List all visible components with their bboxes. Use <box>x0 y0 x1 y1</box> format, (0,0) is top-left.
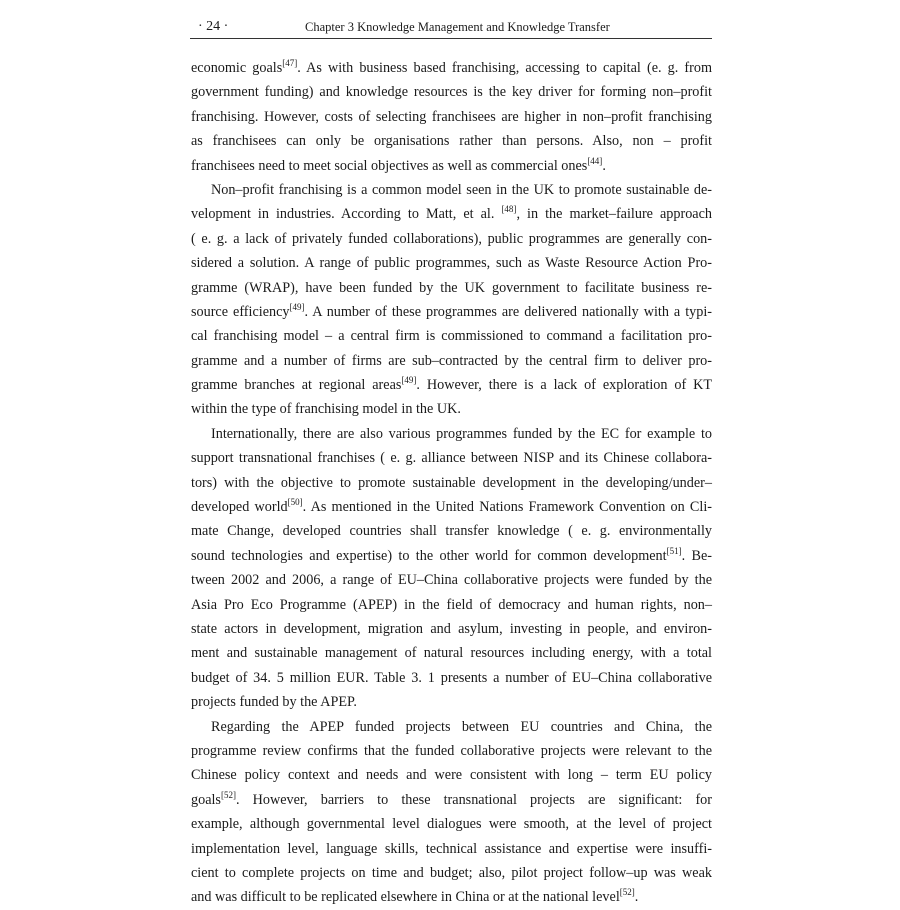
text-line: within the type of franchising model in the UK. <box>191 401 461 418</box>
text-line: source efficiency[49]. A number of these programmes are delivered nationally with a typi- <box>191 301 712 320</box>
text-line: Non–profit franchising is a common model seen in the UK to promote sustainable de- <box>211 181 712 198</box>
text-line: Chinese policy context and needs and were consistent with long – term EU policy <box>191 767 712 784</box>
text-line: Asia Pro Eco Programme (APEP) in the field of democracy and human rights, non– <box>191 596 712 613</box>
text-line: Internationally, there are also various programmes funded by the EC for example to <box>211 425 712 442</box>
text-line: tors) with the objective to promote sustainable development in the developing/under– <box>191 474 712 491</box>
text-line: sidered a solution. A range of public programmes, such as Waste Resource Action Pro- <box>191 255 712 272</box>
text-line: cient to complete projects on time and budget; also, pilot project follow–up was weak <box>191 864 712 881</box>
text-line: programme review confirms that the funded collaborative projects were relevant to the <box>191 742 712 759</box>
text-line: sound technologies and expertise) to the other world for common development[51]. Be- <box>191 545 712 564</box>
text-line: example, although governmental level dialogues were smooth, at the level of project <box>191 816 712 833</box>
text-line: support transnational franchises ( e. g. alliance between NISP and its Chinese collabora- <box>191 450 712 467</box>
page-number: · 24 · <box>198 19 229 34</box>
text-line: tween 2002 and 2006, a range of EU–China collaborative projects were funded by the <box>191 572 712 589</box>
text-line: franchising. However, costs of selecting franchisees are higher in non–profit franchising <box>191 108 712 125</box>
text-line: gramme and a number of firms are sub–contracted by the central firm to deliver pro- <box>191 352 712 369</box>
text-line: goals[52]. However, barriers to these transnational projects are significant: for <box>191 789 712 808</box>
text-line: franchisees need to meet social objectives as well as commercial ones[44]. <box>191 155 606 174</box>
text-line: government funding) and knowledge resources is the key driver for forming non–profit <box>191 84 712 101</box>
text-line: implementation level, language skills, technical assistance and expertise were insuffi- <box>191 840 712 857</box>
body-text <box>191 56 712 910</box>
text-line: economic goals[47]. As with business based franchising, accessing to capital (e. g. from <box>191 58 712 76</box>
text-line: gramme (WRAP), have been funded by the UK government to facilitate business re- <box>191 279 712 296</box>
text-line: velopment in industries. According to Matt, et al. [48], in the market–failure approach <box>191 204 712 223</box>
text-line: cal franchising model – a central firm is commissioned to command a facilitation pro- <box>191 328 712 345</box>
text-line: ment and sustainable management of natural resources including energy, with a total <box>191 645 712 662</box>
text-line: as franchisees can only be organisations rather than persons. Also, non – profit <box>191 133 712 150</box>
text-line: state actors in development, migration and asylum, investing in people, and environ- <box>191 620 712 637</box>
page-header <box>190 16 712 39</box>
text-line: mate Change, developed countries shall transfer knowledge ( e. g. environmentally <box>191 523 712 540</box>
text-line: and was difficult to be replicated elsewhere in China or at the national level[52]. <box>191 887 639 906</box>
text-line: developed world[50]. As mentioned in the United Nations Framework Convention on Cli- <box>191 497 713 516</box>
text-line: ( e. g. a lack of privately funded collaborations), public programmes are generally con- <box>191 230 712 247</box>
running-title: Chapter 3 Knowledge Management and Knowledge Transfer <box>305 20 610 34</box>
text-line: Regarding the APEP funded projects between EU countries and China, the <box>211 718 712 735</box>
text-line: budget of 34. 5 million EUR. Table 3. 1 presents a number of EU–China collaborative <box>191 669 712 686</box>
text-line: gramme branches at regional areas[49]. However, there is a lack of exploration of KT <box>191 375 713 394</box>
text-line: projects funded by the APEP. <box>191 694 357 711</box>
